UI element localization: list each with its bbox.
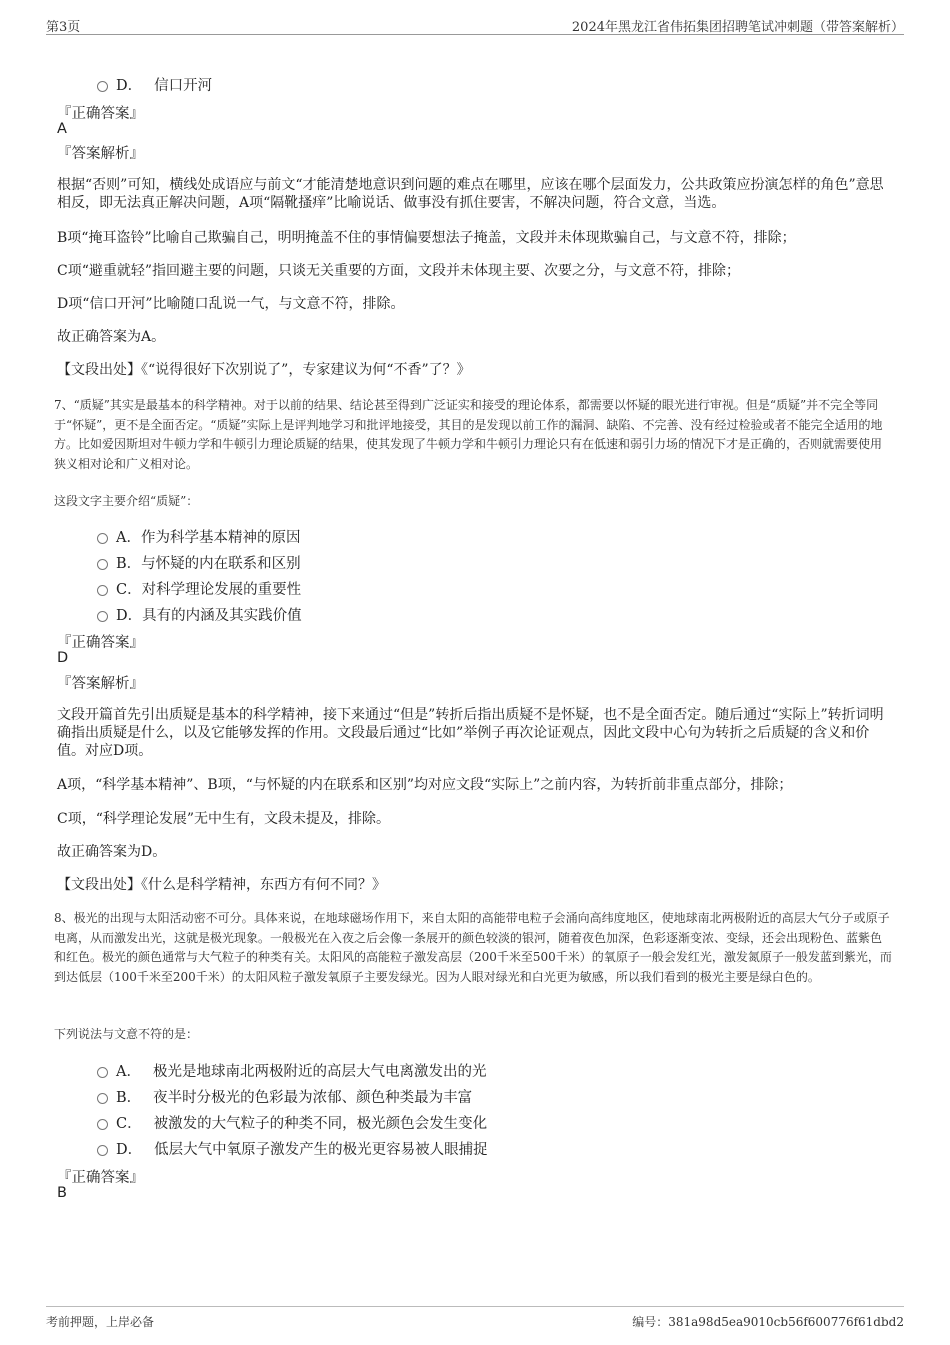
radio-icon[interactable] xyxy=(97,611,108,622)
page-footer xyxy=(46,1306,904,1329)
q6-analysis-4: D项“信口开河”比喻随口乱说一气，与文意不符，排除。 xyxy=(57,296,405,312)
option-key: D． xyxy=(116,78,143,94)
q6-analysis-5: 故正确答案为A。 xyxy=(57,329,166,345)
q8-option-d[interactable] xyxy=(97,1138,488,1159)
q8-stem: 下列说法与文意不符的是： xyxy=(54,1027,199,1041)
q7-analysis-3: C项，“科学理论发展”无中生有，文段未提及，排除。 xyxy=(57,811,391,827)
radio-icon[interactable] xyxy=(97,1093,108,1104)
q7-option-b[interactable] xyxy=(97,552,301,573)
option-key: D． xyxy=(116,1142,143,1158)
q6-option-d[interactable] xyxy=(97,74,212,95)
document-id: 编号：381a98d5ea9010cb56f600776f61dbd2 xyxy=(632,1315,904,1329)
option-key: B． xyxy=(116,556,142,572)
q7-option-d[interactable] xyxy=(97,604,302,625)
q8-option-c[interactable] xyxy=(97,1112,487,1133)
q8-option-a[interactable] xyxy=(97,1060,486,1081)
q6-source: 【文段出处】《“说得很好下次别说了”，专家建议为何“不香”了？》 xyxy=(57,362,471,378)
q6-analysis-label: 『答案解析』 xyxy=(57,146,144,162)
document-title: 2024年黑龙江省伟拓集团招聘笔试冲刺题（带答案解析） xyxy=(571,20,904,35)
option-text: 信口开河 xyxy=(154,78,213,94)
option-text: 极光是地球南北两极附近的高层大气电离激发出的光 xyxy=(152,1064,487,1080)
option-key: A． xyxy=(116,1064,141,1080)
q7-analysis-2: A项，“科学基本精神”、B项，“与怀疑的内在联系和区别”均对应文段“实际上”之前内容，为转折前非重点部分，排除； xyxy=(57,777,793,793)
option-key: A． xyxy=(116,530,141,546)
option-text: 与怀疑的内在联系和区别 xyxy=(141,556,301,572)
q6-analysis-3: C项“避重就轻”指回避主要的问题，只谈无关重要的方面，文段并未体现主要、次要之分，与文意不符，排除； xyxy=(57,263,741,279)
radio-icon[interactable] xyxy=(97,533,108,544)
q7-correct-label: 『正确答案』 xyxy=(57,635,144,651)
q8-correct-answer: B xyxy=(57,1185,67,1201)
q6-analysis-2: B项“掩耳盗铃”比喻自己欺骗自己，明明掩盖不住的事情偏要想法子掩盖，文段并未体现欺骗自己，与文意不符，排除； xyxy=(57,230,796,246)
option-key: B． xyxy=(116,1090,142,1106)
q7-analysis-4: 故正确答案为D。 xyxy=(57,844,167,860)
q7-option-c[interactable] xyxy=(97,578,301,599)
radio-icon[interactable] xyxy=(97,1145,108,1156)
radio-icon[interactable] xyxy=(97,559,108,570)
option-text: 对科学理论发展的重要性 xyxy=(141,582,302,598)
option-text: 夜半时分极光的色彩最为浓郁、颜色种类最为丰富 xyxy=(153,1090,473,1106)
footer-slogan: 考前押题，上岸必备 xyxy=(46,1315,155,1329)
q6-correct-label: 『正确答案』 xyxy=(57,106,144,122)
q8-correct-label: 『正确答案』 xyxy=(57,1170,144,1186)
page-number: 第3页 xyxy=(46,20,81,35)
option-key: C． xyxy=(116,582,142,598)
q7-analysis-label: 『答案解析』 xyxy=(57,676,144,692)
option-key: D． xyxy=(116,608,143,624)
q6-analysis-1: 根据“否则”可知，横线处成语应与前文“才能清楚地意识到问题的难点在哪里，应该在哪个层面发力，公共政策应扮演怎样的角色”意思相反，即无法真正解决问题，A项“隔靴搔痒”比喻说话、做事没有抓住要害，不解决问题，符合文意，当选。 xyxy=(57,177,884,211)
q8-option-b[interactable] xyxy=(97,1086,472,1107)
option-text: 低层大气中氧原子激发产生的极光更容易被人眼捕捉 xyxy=(154,1142,488,1158)
radio-icon[interactable] xyxy=(97,1067,108,1078)
q7-source: 【文段出处】《什么是科学精神，东西方有何不同？》 xyxy=(57,877,386,893)
page-header xyxy=(46,12,904,35)
option-text: 作为科学基本精神的原因 xyxy=(140,530,301,546)
radio-icon[interactable] xyxy=(97,1119,108,1130)
radio-icon[interactable] xyxy=(97,81,108,92)
q7-correct-answer: D xyxy=(57,650,69,666)
q7-stem: 这段文字主要介绍“质疑”： xyxy=(54,494,199,508)
q8-passage: 8、极光的出现与太阳活动密不可分。具体来说，在地球磁场作用下，来自太阳的高能带电粒子会涌向高纬度地区，使地球南北两极附近的高层大气分子或原子电离，从而激发出光，这就是极光现象。一般极光在入夜之后会像一条展开的颜色较淡的银河，随着夜色加深，色彩逐渐变浓、变绿，还会出现粉色、蓝紫色和红色。极光的颜色通常与大气粒子的种类有关。太阳风的高能粒子激发高层（200千米至500千米）的氧原子一般会发红光，激发氮原子一般发蓝到紫光，而到达低层（100千米至200千米）的太阳风粒子激发氧原子主要发绿光。因为人眼对绿光和白光更为敏感，所以我们看到的极光主要是绿白色的。 xyxy=(54,911,892,984)
q7-passage: 7、“质疑”其实是最基本的科学精神。对于以前的结果、结论甚至得到广泛证实和接受的理论体系，都需要以怀疑的眼光进行审视。但是“质疑”并不完全等同于“怀疑”，更不是全面否定。“质疑”实际上是评判地学习和批评地接受，其目的是发现以前工作的漏洞、缺陷、不完善、没有经过检验或者不能完全适用的地方。比如爱因斯坦对牛顿力学和牛顿引力理论质疑的结果，使其发现了牛顿力学和牛顿引力理论只有在低速和弱引力场的情况下才是正确的，否则就需要使用狭义相对论和广义相对论。 xyxy=(54,398,883,471)
q7-option-a[interactable] xyxy=(97,526,300,547)
radio-icon[interactable] xyxy=(97,585,108,596)
q7-analysis-1: 文段开篇首先引出质疑是基本的科学精神，接下来通过“但是”转折后指出质疑不是怀疑，也不是全面否定。随后通过“实际上”转折词明确指出质疑是什么，以及它能够发挥的作用。文段最后通过“比如”举例子再次论证观点，因此文段中心句为转折之后质疑的含义和价值。对应D项。 xyxy=(57,707,884,759)
option-text: 具有的内涵及其实践价值 xyxy=(142,608,302,624)
option-key: C． xyxy=(116,1116,142,1132)
q6-correct-answer: A xyxy=(57,121,67,137)
option-text: 被激发的大气粒子的种类不同，极光颜色会发生变化 xyxy=(153,1116,488,1132)
